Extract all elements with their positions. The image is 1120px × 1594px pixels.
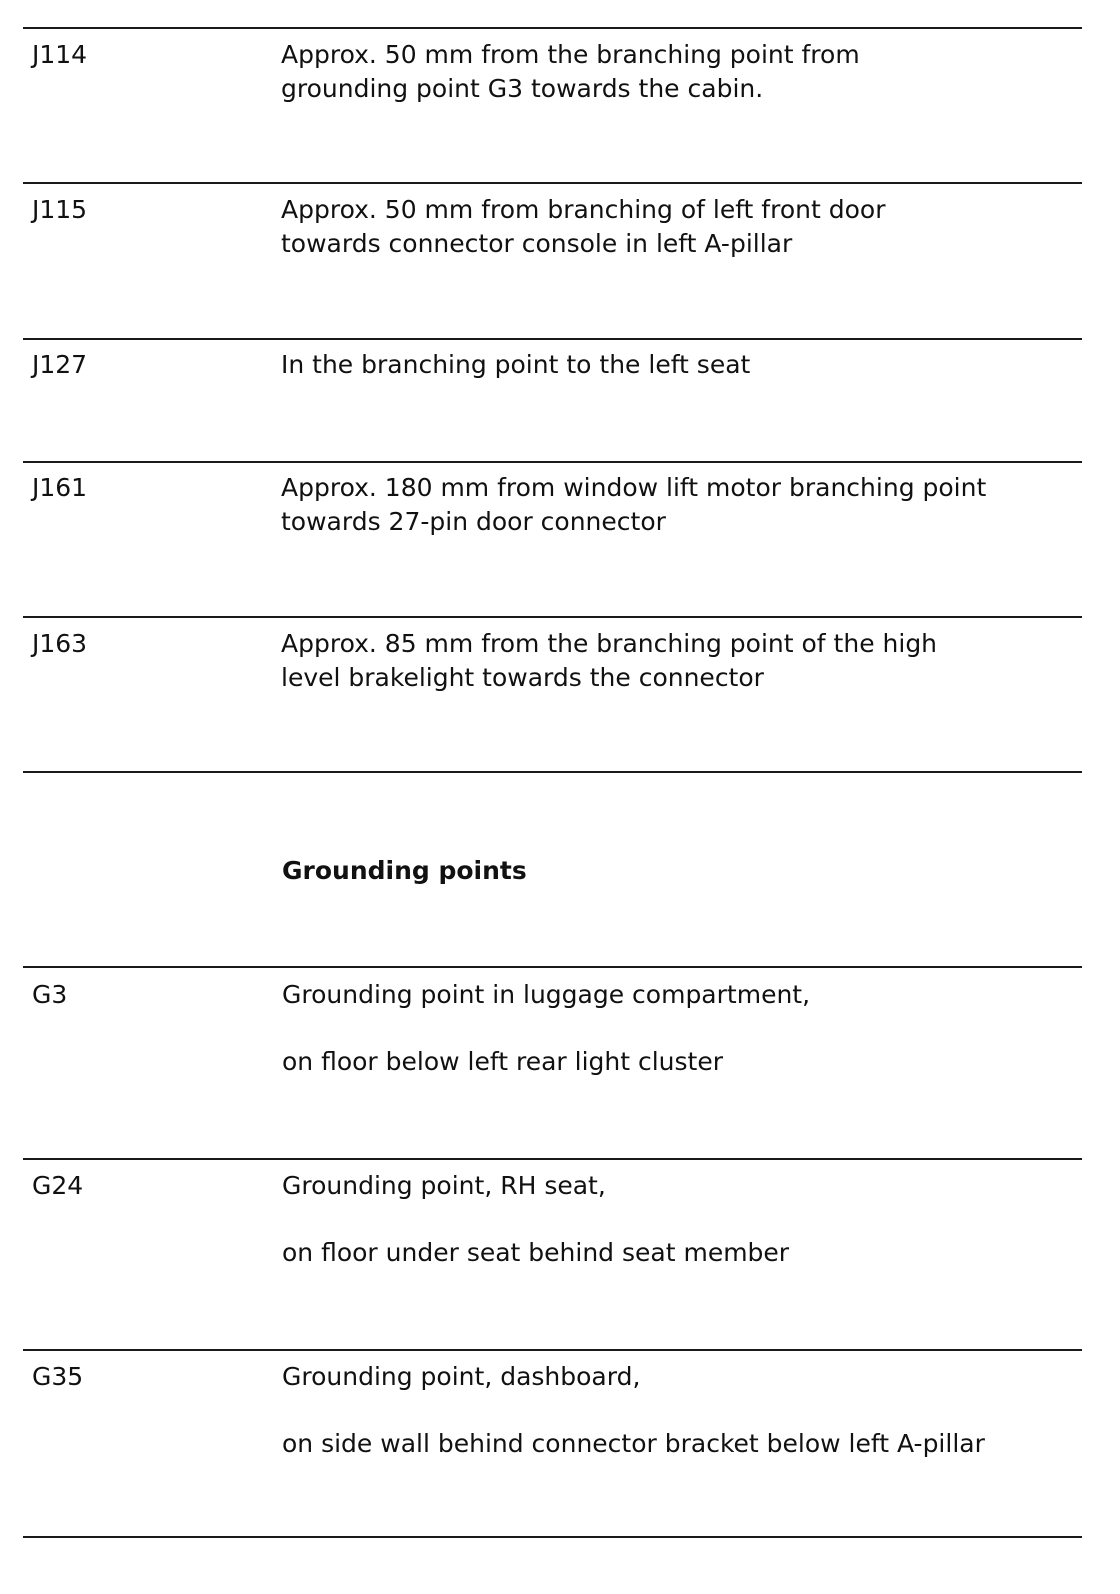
connection-code: J127 bbox=[32, 350, 88, 379]
description-line: level brakelight towards the connector bbox=[281, 663, 764, 692]
connection-code: J161 bbox=[32, 473, 88, 502]
description-line: Approx. 180 mm from window lift motor branching point bbox=[281, 473, 987, 502]
section-heading: Grounding points bbox=[282, 856, 527, 885]
connection-description bbox=[281, 471, 986, 539]
connection-description bbox=[281, 627, 937, 695]
row-divider bbox=[23, 1349, 1082, 1351]
grounding-description-line1: Grounding point in luggage compartment, bbox=[282, 980, 811, 1009]
row-divider bbox=[23, 338, 1082, 340]
grounding-code: G3 bbox=[32, 980, 68, 1009]
description-line: towards connector console in left A-pillar bbox=[281, 229, 793, 258]
grounding-description-line1: Grounding point, dashboard, bbox=[282, 1362, 641, 1391]
grounding-code: G24 bbox=[32, 1171, 84, 1200]
row-divider bbox=[23, 27, 1082, 29]
description-line: In the branching point to the left seat bbox=[281, 350, 751, 379]
description-line: grounding point G3 towards the cabin. bbox=[281, 74, 764, 103]
row-divider bbox=[23, 966, 1082, 968]
row-divider bbox=[23, 182, 1082, 184]
description-line: Approx. 85 mm from the branching point of the high bbox=[281, 629, 938, 658]
row-divider bbox=[23, 771, 1082, 773]
row-divider bbox=[23, 1158, 1082, 1160]
connection-description bbox=[281, 38, 860, 106]
description-line: Approx. 50 mm from branching of left front door bbox=[281, 195, 886, 224]
grounding-description-line2: on floor below left rear light cluster bbox=[282, 1047, 724, 1076]
row-divider bbox=[23, 616, 1082, 618]
grounding-description-line1: Grounding point, RH seat, bbox=[282, 1171, 606, 1200]
grounding-description-line2: on side wall behind connector bracket below left A-pillar bbox=[282, 1429, 985, 1458]
row-divider bbox=[23, 1536, 1082, 1538]
description-line: Approx. 50 mm from the branching point from bbox=[281, 40, 860, 69]
grounding-code: G35 bbox=[32, 1362, 84, 1391]
grounding-description-line2: on floor under seat behind seat member bbox=[282, 1238, 790, 1267]
description-line: towards 27-pin door connector bbox=[281, 507, 666, 536]
connection-code: J114 bbox=[32, 40, 88, 69]
connection-code: J163 bbox=[32, 629, 88, 658]
connection-code: J115 bbox=[32, 195, 88, 224]
connection-description bbox=[281, 348, 750, 382]
connection-description bbox=[281, 193, 885, 261]
row-divider bbox=[23, 461, 1082, 463]
